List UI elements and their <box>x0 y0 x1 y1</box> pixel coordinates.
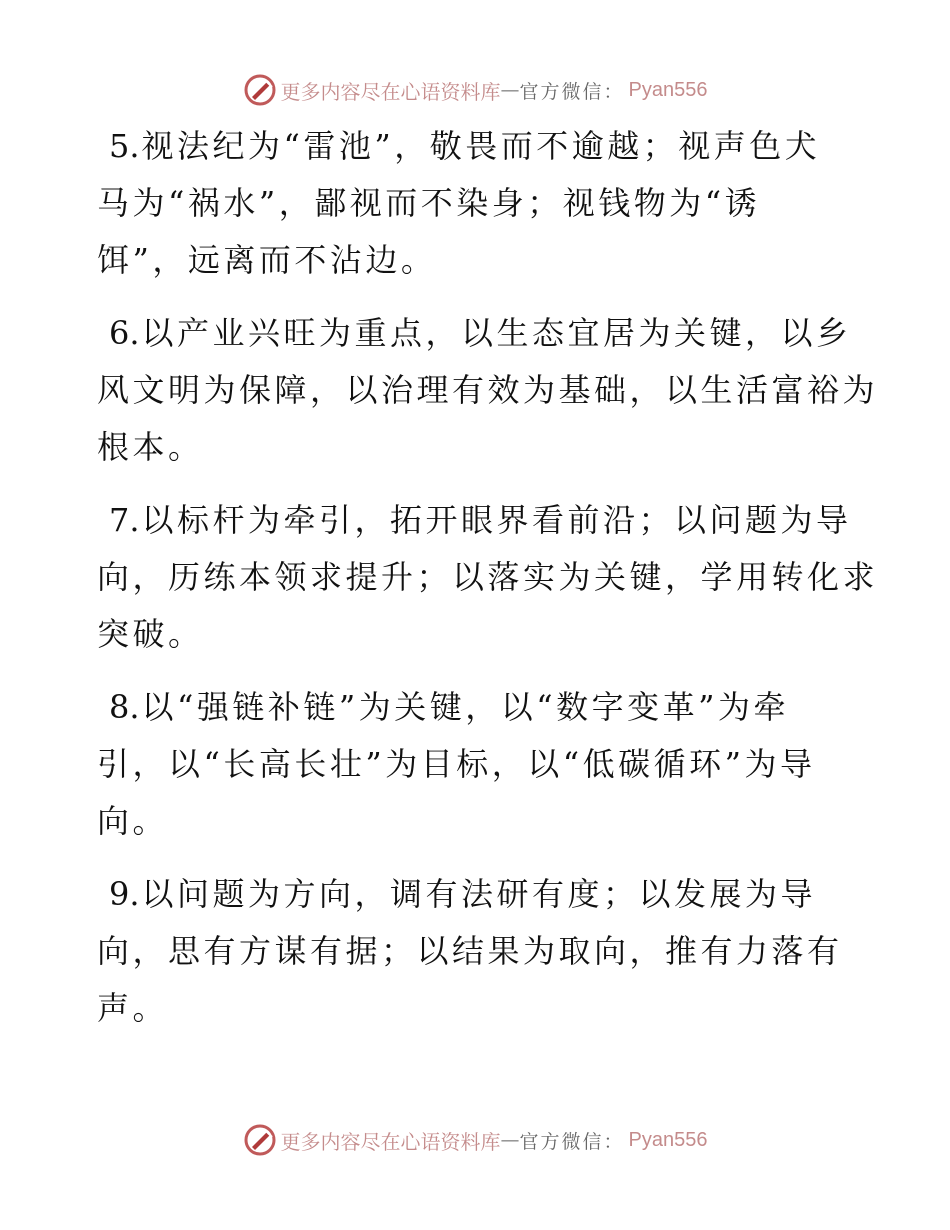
paragraph-line: 风文明为保障，以治理有效为基础，以生活富裕为 <box>97 371 879 409</box>
paragraph-line <box>97 118 857 175</box>
paragraph-line <box>97 866 857 923</box>
paragraph-line: 向。 <box>97 802 169 840</box>
paragraph-7 <box>97 492 879 663</box>
header-separator: — <box>500 79 520 101</box>
paragraph-number: 9. <box>109 875 140 913</box>
paragraph-5 <box>97 118 857 289</box>
paragraph-9 <box>97 866 857 1037</box>
line-text: 以“强链补链”为关键，以“数字变革”为牵 <box>141 688 789 726</box>
header-wechat-label: 官方微信： <box>519 80 625 103</box>
paragraph-line: 向，思有方谋有据；以结果为取向，推有力落有 <box>97 932 843 970</box>
footer-separator: — <box>500 1129 520 1151</box>
header-banner <box>0 70 950 110</box>
brand-logo-icon <box>243 73 277 107</box>
paragraph-number: 7. <box>109 501 140 539</box>
document-body <box>97 118 879 1053</box>
line-text: 以产业兴旺为重点，以生态宜居为关键，以乡 <box>141 314 852 352</box>
paragraph-line: 引，以“长高长壮”为目标，以“低碳循环”为导 <box>97 745 816 783</box>
footer-wechat-id: Pyan556 <box>628 1128 708 1151</box>
header-banner-text: 更多内容尽在心语资料库 <box>280 79 501 104</box>
paragraph-number: 6. <box>109 314 140 352</box>
paragraph-number: 5. <box>109 127 140 165</box>
line-text: 以标杆为牵引，拓开眼界看前沿；以问题为导 <box>141 501 852 539</box>
paragraph-line: 饵”，远离而不沾边。 <box>97 241 437 279</box>
paragraph-line: 突破。 <box>97 615 204 653</box>
line-text: 视法纪为“雷池”，敬畏而不逾越；视声色犬 <box>141 127 821 165</box>
paragraph-line: 向，历练本领求提升；以落实为关键，学用转化求 <box>97 558 879 596</box>
paragraph-6 <box>97 305 879 476</box>
paragraph-number: 8. <box>109 688 140 726</box>
paragraph-line: 声。 <box>97 989 169 1027</box>
paragraph-8 <box>97 679 857 850</box>
footer-banner <box>0 1120 950 1160</box>
brand-logo-icon <box>243 1123 277 1157</box>
paragraph-line: 根本。 <box>97 428 204 466</box>
footer-wechat-label: 官方微信： <box>519 1130 625 1153</box>
paragraph-line <box>97 305 857 362</box>
line-text: 以问题为方向，调有法研有度；以发展为导 <box>141 875 817 913</box>
paragraph-line <box>97 679 857 736</box>
paragraph-line: 马为“祸水”，鄙视而不染身；视钱物为“诱 <box>97 184 761 222</box>
footer-banner-text: 更多内容尽在心语资料库 <box>280 1129 501 1154</box>
paragraph-line <box>97 492 857 549</box>
header-wechat-id: Pyan556 <box>628 78 708 101</box>
